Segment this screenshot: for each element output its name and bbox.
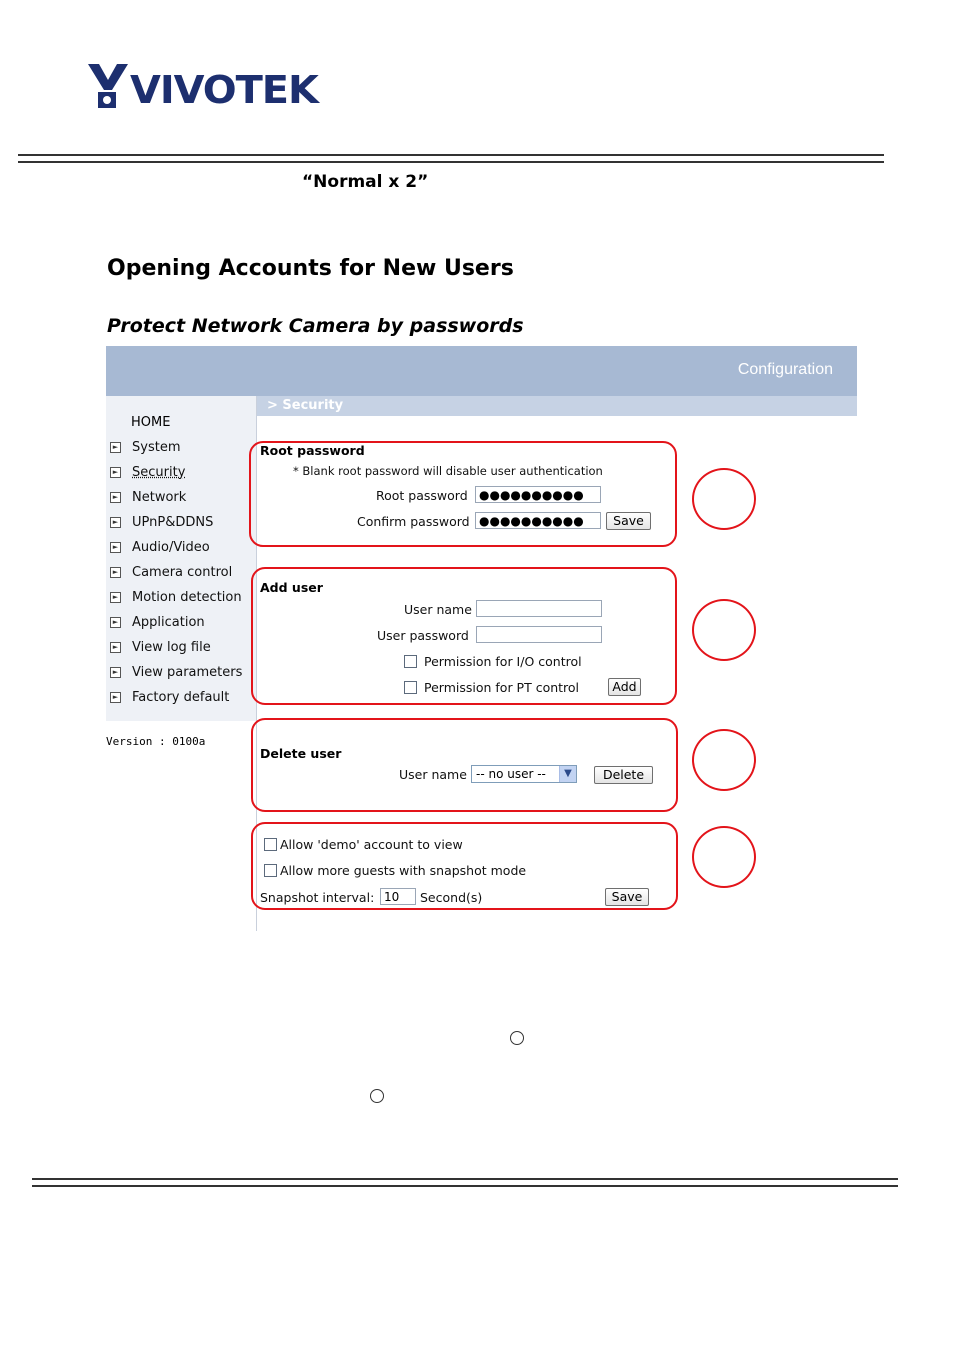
guest-settings-highlight — [251, 822, 678, 910]
add-user-highlight — [251, 567, 677, 705]
nav-label: Camera control — [132, 564, 233, 580]
nav-item-network[interactable] — [110, 488, 186, 506]
root-password-label: Root password — [376, 488, 468, 503]
header-rule — [18, 154, 884, 163]
delete-user-name-label: User name — [399, 767, 467, 782]
arrow-right-icon: ► — [110, 592, 121, 603]
vivotek-logo — [88, 62, 318, 112]
nav-item-motion-detection[interactable] — [110, 588, 242, 606]
footer-rule — [32, 1178, 898, 1187]
arrow-right-icon: ► — [110, 517, 121, 528]
nav-item-security[interactable] — [110, 463, 185, 481]
root-password-highlight — [249, 441, 677, 547]
nav-label: Application — [132, 614, 205, 630]
confirm-password-label: Confirm password — [357, 514, 470, 529]
breadcrumb-bar — [257, 396, 857, 416]
perm-pt-label: Permission for PT control — [424, 680, 580, 695]
snapshot-interval-input[interactable]: 10 — [380, 888, 416, 905]
nav-item-upnp-ddns[interactable] — [110, 513, 213, 531]
arrow-right-icon: ► — [110, 442, 121, 453]
confirm-password-field[interactable]: ●●●●●●●●●● — [475, 512, 601, 529]
root-password-title: Root password — [260, 443, 365, 458]
snapshot-interval-unit: Second(s) — [420, 890, 483, 905]
root-password-note: * Blank root password will disable user authentication — [293, 464, 603, 478]
chevron-down-icon[interactable]: ▼ — [559, 766, 576, 782]
reference-circle-marker — [510, 1031, 524, 1045]
nav-item-application[interactable] — [110, 613, 205, 631]
logo-wordmark: VIVOTEK — [130, 68, 318, 112]
section-heading: Opening Accounts for New Users — [107, 256, 514, 281]
nav-item-camera-control[interactable] — [110, 563, 232, 581]
user-password-label: User password — [377, 628, 469, 643]
root-password-field[interactable]: ●●●●●●●●●● — [475, 486, 601, 503]
perm-io-label: Permission for I/O control — [424, 654, 582, 669]
callout-circle-4 — [692, 826, 756, 888]
save-guest-settings-button[interactable]: Save — [605, 888, 649, 906]
breadcrumb: > Security — [267, 398, 344, 413]
add-user-title: Add user — [260, 580, 323, 595]
delete-user-highlight — [251, 718, 678, 812]
arrow-right-icon: ► — [110, 467, 121, 478]
nav-label: View log file — [132, 639, 211, 655]
caption-normal-x2: “Normal x 2” — [302, 172, 429, 192]
callout-circle-1 — [692, 468, 756, 530]
callout-circle-3 — [692, 729, 756, 791]
section-subheading: Protect Network Camera by passwords — [107, 315, 524, 337]
nav-item-factory-default[interactable] — [110, 688, 229, 706]
nav-item-view-parameters[interactable] — [110, 663, 242, 681]
banner-title: Configuration — [737, 361, 833, 378]
arrow-right-icon: ► — [110, 492, 121, 503]
arrow-right-icon: ► — [110, 542, 121, 553]
delete-user-selected: -- no user -- — [476, 767, 546, 781]
allow-snapshot-guests-label: Allow more guests with snapshot mode — [280, 863, 527, 878]
config-banner — [106, 346, 857, 396]
nav-label: Motion detection — [132, 589, 242, 605]
arrow-right-icon: ► — [110, 667, 121, 678]
allow-demo-label: Allow 'demo' account to view — [280, 837, 463, 852]
arrow-right-icon: ► — [110, 692, 121, 703]
nav-item-view-log-file[interactable] — [110, 638, 211, 656]
arrow-right-icon: ► — [110, 567, 121, 578]
delete-user-button[interactable]: Delete — [594, 766, 653, 784]
reference-circle-marker — [370, 1089, 384, 1103]
camera-logo-icon — [88, 62, 128, 112]
callout-circle-2 — [692, 599, 756, 661]
nav-label: UPnP&DDNS — [132, 514, 214, 530]
nav-label: System — [132, 439, 181, 455]
nav-item-audio-video[interactable] — [110, 538, 210, 556]
nav-label: Factory default — [132, 689, 230, 705]
nav-label: Security — [132, 464, 186, 480]
nav-home-link[interactable]: HOME — [131, 415, 171, 430]
firmware-version: Version : 0100a — [106, 735, 206, 748]
nav-label: Audio/Video — [132, 539, 210, 555]
delete-user-title: Delete user — [260, 746, 342, 761]
arrow-right-icon: ► — [110, 617, 121, 628]
user-name-label: User name — [404, 602, 472, 617]
nav-label: Network — [132, 489, 187, 505]
snapshot-interval-label: Snapshot interval: — [260, 890, 375, 905]
nav-label: View parameters — [132, 664, 243, 680]
add-user-button[interactable]: Add — [608, 678, 641, 696]
save-root-password-button[interactable]: Save — [606, 512, 651, 530]
nav-item-system[interactable] — [110, 438, 180, 456]
arrow-right-icon: ► — [110, 642, 121, 653]
